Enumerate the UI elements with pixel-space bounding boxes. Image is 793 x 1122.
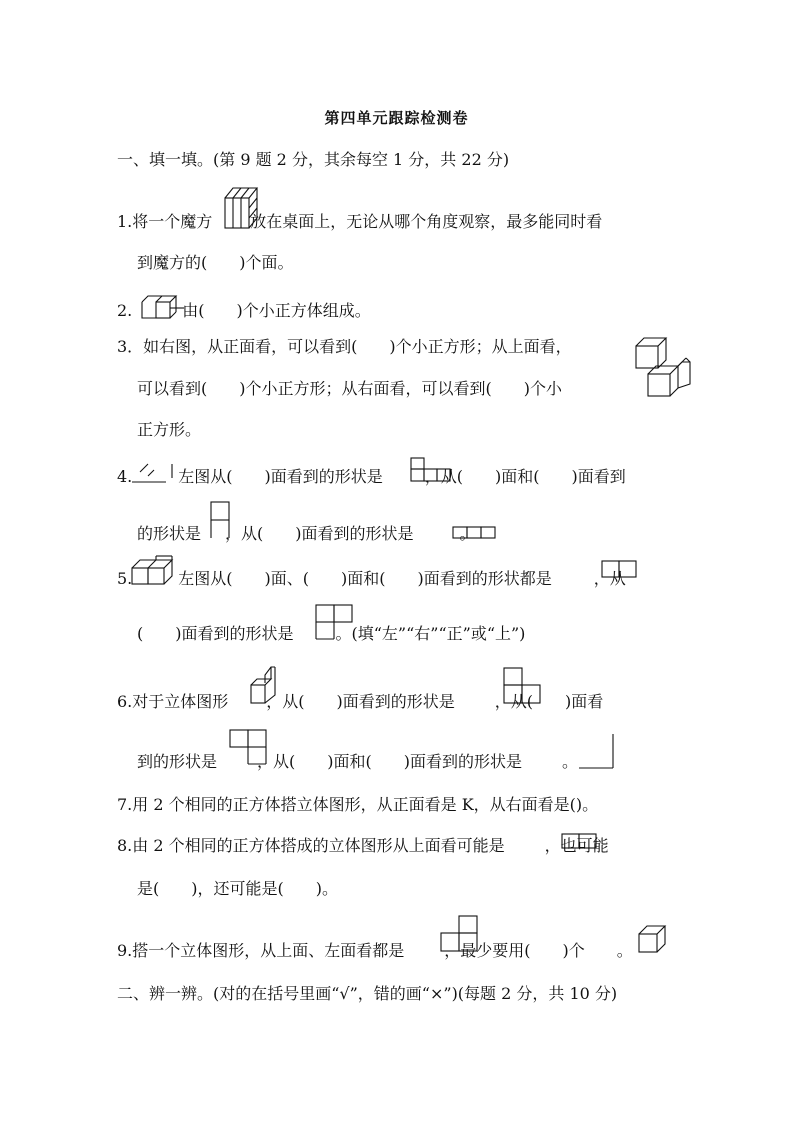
question-6-line-2: 到的形状是 ，从( )面和( )面看到的形状是 。 — [137, 752, 579, 771]
question-9: 9.搭一个立体图形，从上面、左面看都是 ，最少要用( )个 。 — [117, 941, 633, 960]
view-shape-q4-a — [409, 456, 453, 484]
view-shape-q4-c — [451, 525, 497, 541]
view-shape-q5-a — [600, 559, 640, 583]
question-3-line-3: 正方形。 — [137, 420, 202, 439]
view-shape-q9 — [439, 914, 481, 956]
cubes-figure-q2 — [138, 292, 188, 322]
page-title: 第四单元跟踪检测卷 — [324, 109, 469, 127]
solid-figure-q4 — [130, 458, 178, 486]
stacked-cubes-figure-q3 — [632, 334, 694, 400]
rubiks-cube-figure — [221, 186, 263, 230]
question-1-line-2: 到魔方的( )个面。 — [137, 253, 294, 272]
question-3-line-1: 3．如右图，从正面看，可以看到( )个小正方形；从上面看， — [117, 337, 572, 356]
question-3-line-2: 可以看到( )个小正方形；从右面看，可以看到( )个小 — [137, 379, 562, 398]
question-4-line-2: 的形状是 ，从( )面看到的形状是 。 — [137, 524, 476, 543]
question-8-line-1: 8.由 2 个相同的正方体搭成的立体图形从上面看可能是 ，也可能 — [117, 836, 609, 855]
question-2: 2. 由( )个小正方体组成。 — [117, 301, 371, 320]
question-8-line-2: 是( )，还可能是( )。 — [137, 879, 338, 898]
section-2-heading: 二、辨一辨。(对的在括号里画“√”，错的画“×”)(每题 2 分，共 10 分) — [117, 984, 618, 1003]
question-5-line-1: 5. 左图从( )面、( )面和( )面看到的形状都是 ，从 — [117, 569, 626, 588]
view-shape-q6-a — [502, 666, 544, 708]
cube-icon-q9 — [637, 924, 669, 956]
view-shape-q6-c — [577, 732, 617, 772]
view-shape-q8 — [560, 832, 600, 852]
question-7: 7.用 2 个相同的正方体搭立体图形，从正面看是 K，从右面看是()。 — [117, 795, 599, 814]
question-5-line-2: ( )面看到的形状是 。(填“左”“右”“正”或“上”) — [137, 624, 526, 643]
question-4-line-1: 4. 左图从( )面看到的形状是 ，从( )面和( )面看到 — [117, 467, 626, 486]
question-1-line-1: 1.将一个魔方 放在桌面上，无论从哪个角度观察，最多能同时看 — [117, 212, 603, 231]
section-1-heading: 一、填一填。(第 9 题 2 分，其余每空 1 分，共 22 分) — [117, 150, 510, 169]
view-shape-q4-b — [209, 500, 233, 542]
solid-figure-q6 — [245, 663, 281, 707]
view-shape-q5-b — [314, 603, 356, 643]
view-shape-q6-b — [228, 728, 270, 770]
question-6-line-1: 6.对于立体图形 ，从( )面看到的形状是 ，从( )面看 — [117, 692, 604, 711]
solid-figure-q5 — [128, 554, 178, 588]
